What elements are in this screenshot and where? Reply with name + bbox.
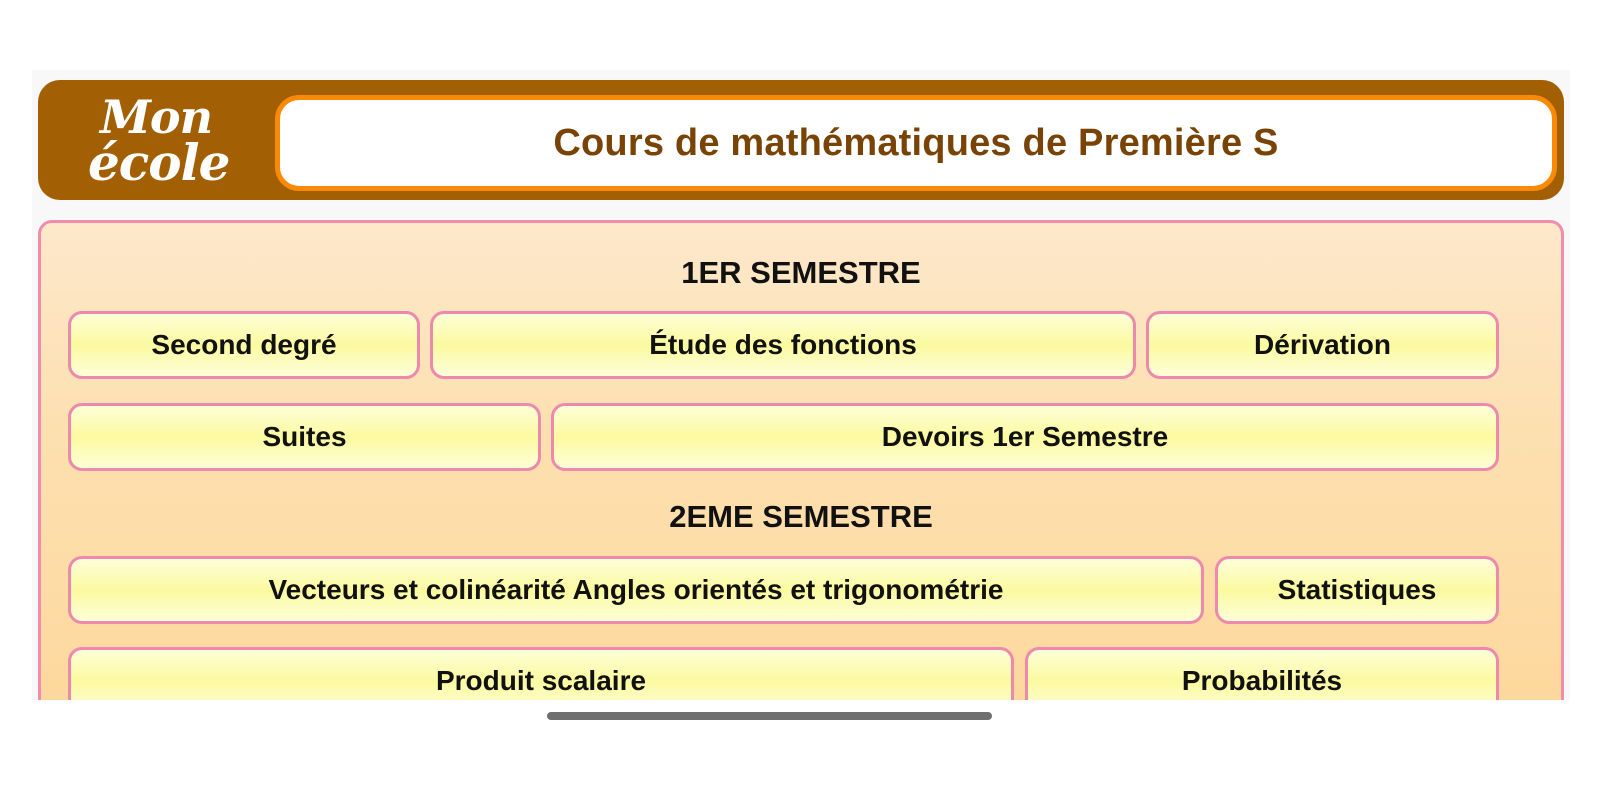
page-title: Cours de mathématiques de Première S xyxy=(553,121,1279,164)
course-button-probabilites[interactable]: Probabilités xyxy=(1025,647,1499,700)
app-window xyxy=(32,70,1570,700)
course-button-derivation[interactable]: Dérivation xyxy=(1146,311,1499,379)
course-button-devoirs-semestre-1[interactable]: Devoirs 1er Semestre xyxy=(551,403,1499,471)
logo[interactable] xyxy=(78,88,238,192)
course-button-suites[interactable]: Suites xyxy=(68,403,541,471)
course-button-etude-fonctions[interactable]: Étude des fonctions xyxy=(430,311,1136,379)
course-button-vecteurs-trigonometrie[interactable]: Vecteurs et colinéarité Angles orientés et trigonométrie xyxy=(68,556,1204,624)
header-bar xyxy=(38,80,1564,200)
course-panel xyxy=(38,220,1564,700)
section-title-semester-1: 1ER SEMESTRE xyxy=(681,255,921,290)
course-button-produit-scalaire[interactable]: Produit scalaire xyxy=(68,647,1014,700)
logo-line2: école xyxy=(88,133,230,192)
course-button-second-degre[interactable]: Second degré xyxy=(68,311,420,379)
section-title-semester-2: 2EME SEMESTRE xyxy=(669,499,933,534)
course-button-statistiques[interactable]: Statistiques xyxy=(1215,556,1499,624)
home-indicator[interactable] xyxy=(547,712,992,720)
page-title-box xyxy=(275,95,1557,191)
logo-line1: Mon xyxy=(100,90,213,144)
